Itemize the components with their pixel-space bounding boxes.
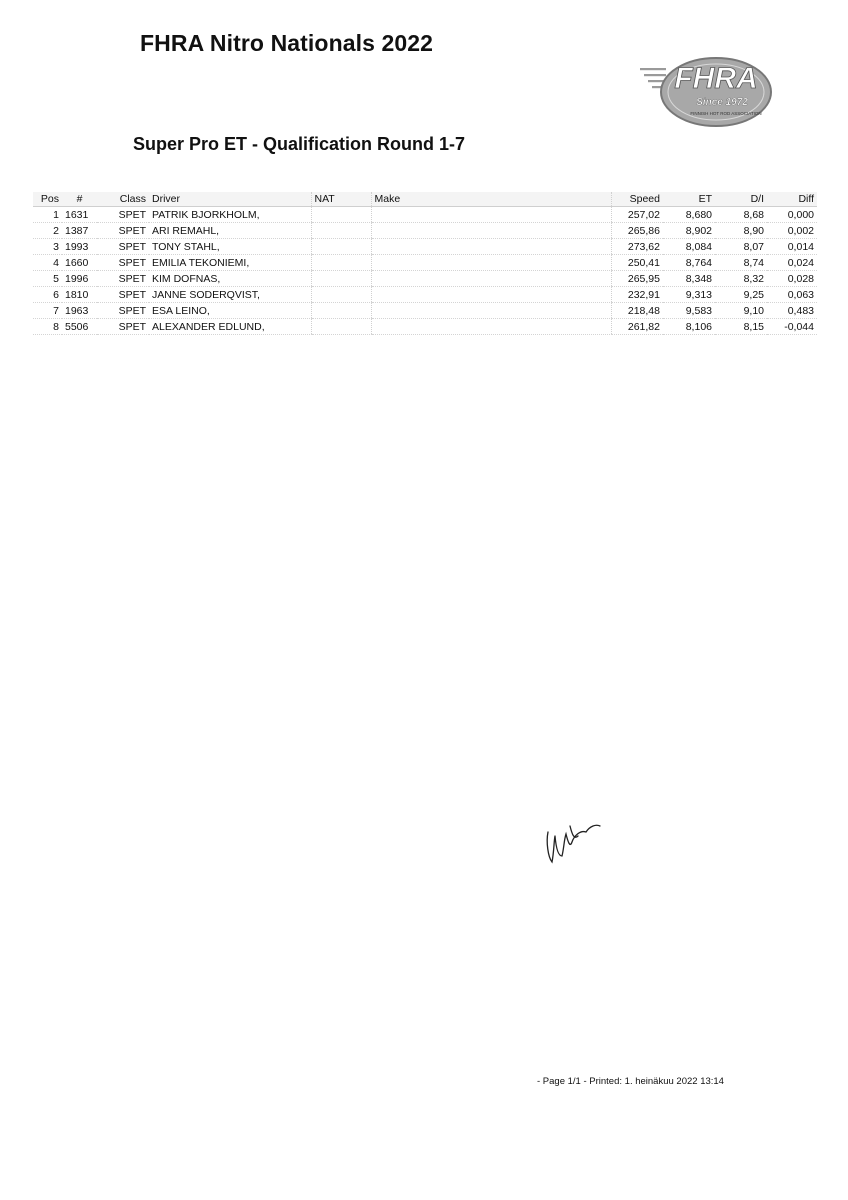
cell-speed: 250,41 bbox=[611, 255, 663, 271]
page-footer: - Page 1/1 - Printed: 1. heinäkuu 2022 13:14 bbox=[537, 1076, 724, 1087]
cell-pos: 5 bbox=[33, 271, 62, 287]
cell-et: 9,313 bbox=[663, 287, 715, 303]
header-di: D/I bbox=[715, 192, 767, 207]
cell-driver: EMILIA TEKONIEMI, bbox=[149, 255, 311, 271]
cell-et: 8,680 bbox=[663, 207, 715, 223]
cell-pos: 7 bbox=[33, 303, 62, 319]
section-subtitle: Super Pro ET - Qualification Round 1-7 bbox=[133, 134, 466, 154]
cell-number: 1660 bbox=[62, 255, 97, 271]
cell-speed: 218,48 bbox=[611, 303, 663, 319]
cell-driver: PATRIK BJORKHOLM, bbox=[149, 207, 311, 223]
table-row bbox=[33, 223, 817, 239]
cell-pos: 2 bbox=[33, 223, 62, 239]
cell-make bbox=[371, 223, 611, 239]
table-row bbox=[33, 319, 817, 335]
cell-pos: 4 bbox=[33, 255, 62, 271]
cell-diff: -0,044 bbox=[767, 319, 817, 335]
table-row bbox=[33, 255, 817, 271]
cell-di: 9,10 bbox=[715, 303, 767, 319]
header-class: Class bbox=[97, 192, 149, 207]
cell-diff: 0,063 bbox=[767, 287, 817, 303]
cell-make bbox=[371, 255, 611, 271]
cell-nat bbox=[311, 255, 371, 271]
table-row bbox=[33, 287, 817, 303]
header-number: # bbox=[62, 192, 97, 207]
cell-speed: 265,95 bbox=[611, 271, 663, 287]
cell-pos: 8 bbox=[33, 319, 62, 335]
cell-diff: 0,000 bbox=[767, 207, 817, 223]
cell-driver: KIM DOFNAS, bbox=[149, 271, 311, 287]
table-row bbox=[33, 271, 817, 287]
cell-number: 1993 bbox=[62, 239, 97, 255]
cell-make bbox=[371, 303, 611, 319]
cell-driver: ESA LEINO, bbox=[149, 303, 311, 319]
cell-class: SPET bbox=[97, 287, 149, 303]
cell-di: 8,32 bbox=[715, 271, 767, 287]
logo-since: Since 1972 bbox=[696, 97, 748, 108]
cell-class: SPET bbox=[97, 255, 149, 271]
header-driver: Driver bbox=[149, 192, 311, 207]
cell-make bbox=[371, 287, 611, 303]
cell-nat bbox=[311, 239, 371, 255]
cell-number: 1631 bbox=[62, 207, 97, 223]
cell-nat bbox=[311, 223, 371, 239]
cell-class: SPET bbox=[97, 207, 149, 223]
cell-driver: ALEXANDER EDLUND, bbox=[149, 319, 311, 335]
cell-class: SPET bbox=[97, 319, 149, 335]
cell-class: SPET bbox=[97, 239, 149, 255]
cell-pos: 6 bbox=[33, 287, 62, 303]
cell-di: 8,68 bbox=[715, 207, 767, 223]
cell-et: 8,084 bbox=[663, 239, 715, 255]
cell-et: 8,902 bbox=[663, 223, 715, 239]
header-et: ET bbox=[663, 192, 715, 207]
cell-pos: 3 bbox=[33, 239, 62, 255]
cell-class: SPET bbox=[97, 223, 149, 239]
cell-speed: 257,02 bbox=[611, 207, 663, 223]
cell-di: 8,74 bbox=[715, 255, 767, 271]
table-row bbox=[33, 239, 817, 255]
cell-pos: 1 bbox=[33, 207, 62, 223]
cell-di: 8,07 bbox=[715, 239, 767, 255]
cell-diff: 0,028 bbox=[767, 271, 817, 287]
cell-speed: 261,82 bbox=[611, 319, 663, 335]
header-diff: Diff bbox=[767, 192, 817, 207]
cell-di: 8,15 bbox=[715, 319, 767, 335]
cell-nat bbox=[311, 287, 371, 303]
header-pos: Pos bbox=[33, 192, 62, 207]
cell-number: 1810 bbox=[62, 287, 97, 303]
cell-et: 8,106 bbox=[663, 319, 715, 335]
cell-speed: 232,91 bbox=[611, 287, 663, 303]
header-make: Make bbox=[371, 192, 611, 207]
cell-di: 8,90 bbox=[715, 223, 767, 239]
cell-diff: 0,483 bbox=[767, 303, 817, 319]
cell-class: SPET bbox=[97, 271, 149, 287]
page-title: FHRA Nitro Nationals 2022 bbox=[140, 30, 434, 56]
cell-number: 1387 bbox=[62, 223, 97, 239]
cell-nat bbox=[311, 207, 371, 223]
cell-number: 1963 bbox=[62, 303, 97, 319]
cell-driver: JANNE SODERQVIST, bbox=[149, 287, 311, 303]
handwritten-signature bbox=[540, 812, 610, 872]
cell-class: SPET bbox=[97, 303, 149, 319]
cell-et: 8,764 bbox=[663, 255, 715, 271]
fhra-logo bbox=[638, 54, 773, 134]
table-header-row bbox=[33, 192, 817, 207]
cell-diff: 0,002 bbox=[767, 223, 817, 239]
header-nat: NAT bbox=[311, 192, 371, 207]
cell-number: 1996 bbox=[62, 271, 97, 287]
cell-make bbox=[371, 207, 611, 223]
header-speed: Speed bbox=[611, 192, 663, 207]
cell-make bbox=[371, 319, 611, 335]
cell-speed: 265,86 bbox=[611, 223, 663, 239]
table-row bbox=[33, 207, 817, 223]
cell-et: 8,348 bbox=[663, 271, 715, 287]
results-table bbox=[33, 192, 817, 335]
cell-driver: ARI REMAHL, bbox=[149, 223, 311, 239]
logo-text: FHRA bbox=[674, 62, 758, 95]
cell-diff: 0,024 bbox=[767, 255, 817, 271]
cell-nat bbox=[311, 319, 371, 335]
cell-make bbox=[371, 239, 611, 255]
cell-di: 9,25 bbox=[715, 287, 767, 303]
cell-diff: 0,014 bbox=[767, 239, 817, 255]
table-row bbox=[33, 303, 817, 319]
cell-number: 5506 bbox=[62, 319, 97, 335]
cell-make bbox=[371, 271, 611, 287]
cell-speed: 273,62 bbox=[611, 239, 663, 255]
cell-nat bbox=[311, 303, 371, 319]
cell-et: 9,583 bbox=[663, 303, 715, 319]
cell-nat bbox=[311, 271, 371, 287]
cell-driver: TONY STAHL, bbox=[149, 239, 311, 255]
logo-association: FINNISH HOT ROD ASSOCIATION bbox=[690, 111, 762, 116]
